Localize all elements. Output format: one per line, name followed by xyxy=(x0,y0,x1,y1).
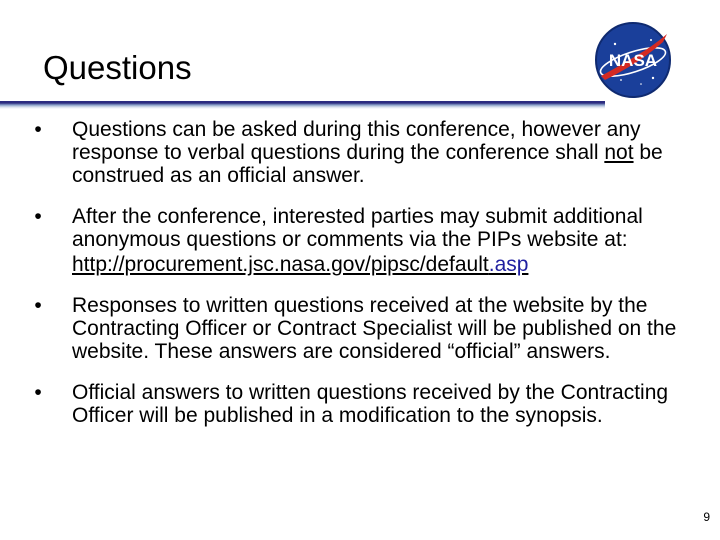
nasa-logo xyxy=(593,20,673,100)
bullet-item xyxy=(28,294,708,363)
svg-text:NASA: NASA xyxy=(608,51,658,70)
bullet-item xyxy=(28,118,708,187)
title-rule xyxy=(0,101,605,109)
bullet-item xyxy=(28,205,708,276)
bullet-text: Responses to written questions received at the website by the Contracting Officer or Contract Specialist will be published on the website. These answers are considered “official” answers. xyxy=(72,294,677,363)
bullet-marker: • xyxy=(34,381,42,404)
bullet-list xyxy=(28,118,708,445)
page-number: 9 xyxy=(703,510,710,524)
slide-title: Questions xyxy=(43,49,192,86)
pips-website-link[interactable]: http://procurement.jsc.nasa.gov/pipsc/default.asp xyxy=(72,253,529,276)
bullet-item xyxy=(28,381,708,427)
bullet-text: Official answers to written questions received by the Contracting Officer will be published in a modification to the synopsis. xyxy=(72,381,669,427)
bullet-marker: • xyxy=(34,294,42,317)
emphasis-text: not xyxy=(604,141,634,164)
bullet-text: Questions can be asked during this conference, however any response to verbal questions during the conference shall not be construed as an official answer. xyxy=(72,118,663,187)
bullet-marker: • xyxy=(34,205,42,228)
bullet-text: After the conference, interested parties may submit additional anonymous questions or comments via the PIPs website at: xyxy=(72,205,643,251)
bullet-marker: • xyxy=(34,118,42,141)
